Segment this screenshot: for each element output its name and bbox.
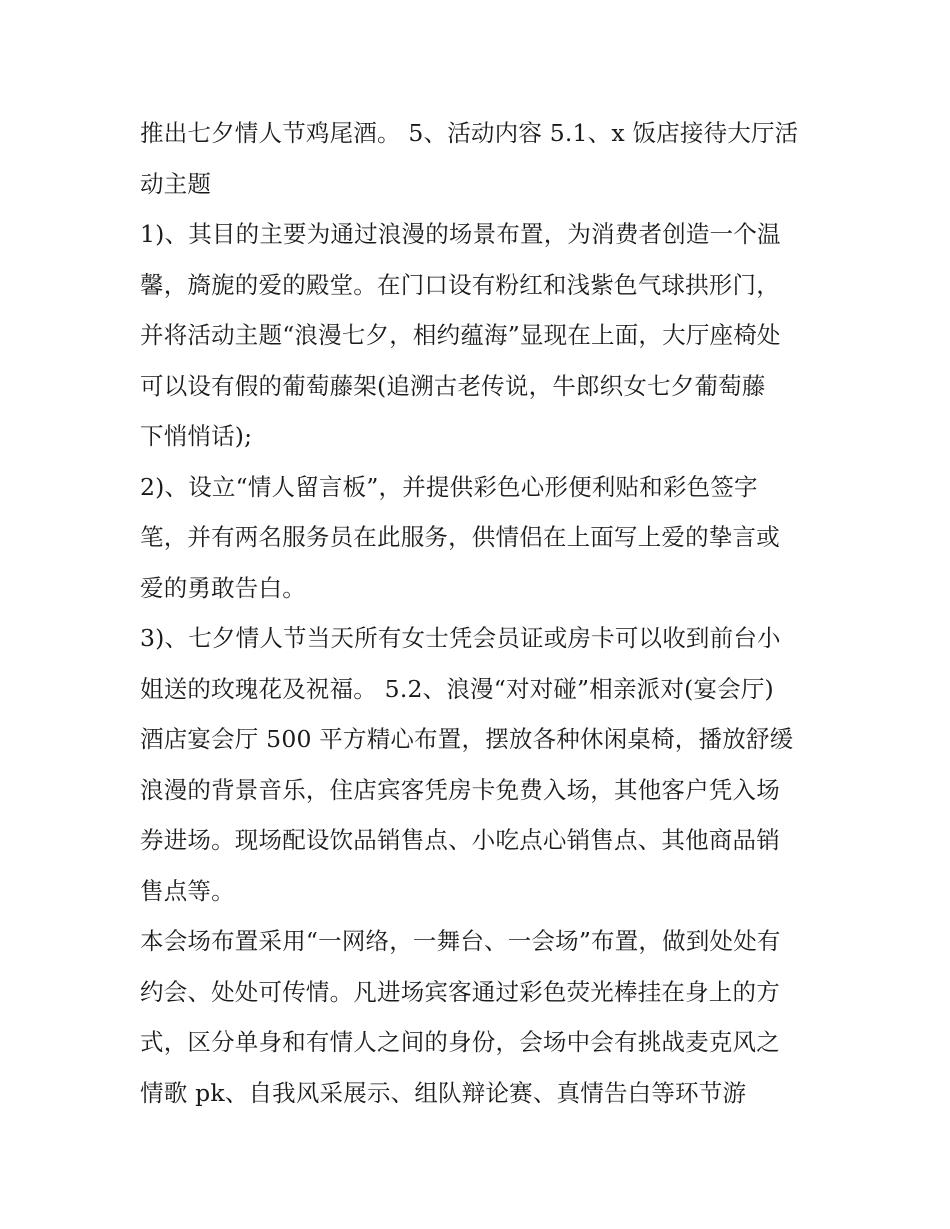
text-line: 下悄悄话); — [140, 422, 253, 450]
text-line: 动主题 — [140, 169, 212, 198]
text-line: 1)、其目的主要为通过浪漫的场景布置，为消费者创造一个温 — [140, 220, 781, 248]
text-line: 浪漫的背景音乐，住店宾客凭房卡免费入场，其他客户凭入场 — [140, 775, 780, 804]
text-line: 约会、处处可传情。凡进场宾客通过彩色荧光棒挂在身上的方 — [140, 977, 780, 1006]
text-line: 笔，并有两名服务员在此服务，供情侣在上面写上爱的挚言或 — [140, 523, 780, 551]
text-line: 推出七夕情人节鸡尾酒。 5、活动内容 5.1、x 饭店接待大厅活 — [140, 119, 799, 147]
text-line: 2)、设立“情人留言板”，并提供彩色心形便利贴和彩色签字 — [140, 472, 758, 501]
text-line: 情歌 pk、自我风采展示、组队辩论赛、真情告白等环节游 — [140, 1078, 747, 1107]
text-line: 馨，旖旎的爱的殿堂。在门口设有粉红和浅紫色气球拱形门， — [140, 270, 780, 299]
text-line: 可以设有假的葡萄藤架(追溯古老传说，牛郎织女七夕葡萄藤 — [140, 371, 766, 400]
text-line: 3)、七夕情人节当天所有女士凭会员证或房卡可以收到前台小 — [140, 624, 781, 652]
text-line: 并将活动主题“浪漫七夕，相约蕴海”显现在上面，大厅座椅处 — [140, 321, 781, 349]
text-line: 姐送的玫瑰花及祝福。 5.2、浪漫“对对碰”相亲派对(宴会厅) — [140, 674, 774, 703]
document-body — [140, 108, 820, 1118]
text-line: 券进场。现场配设饮品销售点、小吃点心销售点、其他商品销 — [140, 826, 780, 854]
text-line: 本会场布置采用“一网络，一舞台、一会场”布置，做到处处有 — [140, 927, 781, 955]
text-line: 式，区分单身和有情人之间的身份，会场中会有挑战麦克风之 — [140, 1028, 780, 1056]
text-line: 售点等。 — [140, 876, 235, 905]
text-line: 酒店宴会厅 500 平方精心布置，摆放各种休闲桌椅，播放舒缓 — [140, 725, 794, 753]
text-line: 爱的勇敢告白。 — [140, 573, 306, 602]
